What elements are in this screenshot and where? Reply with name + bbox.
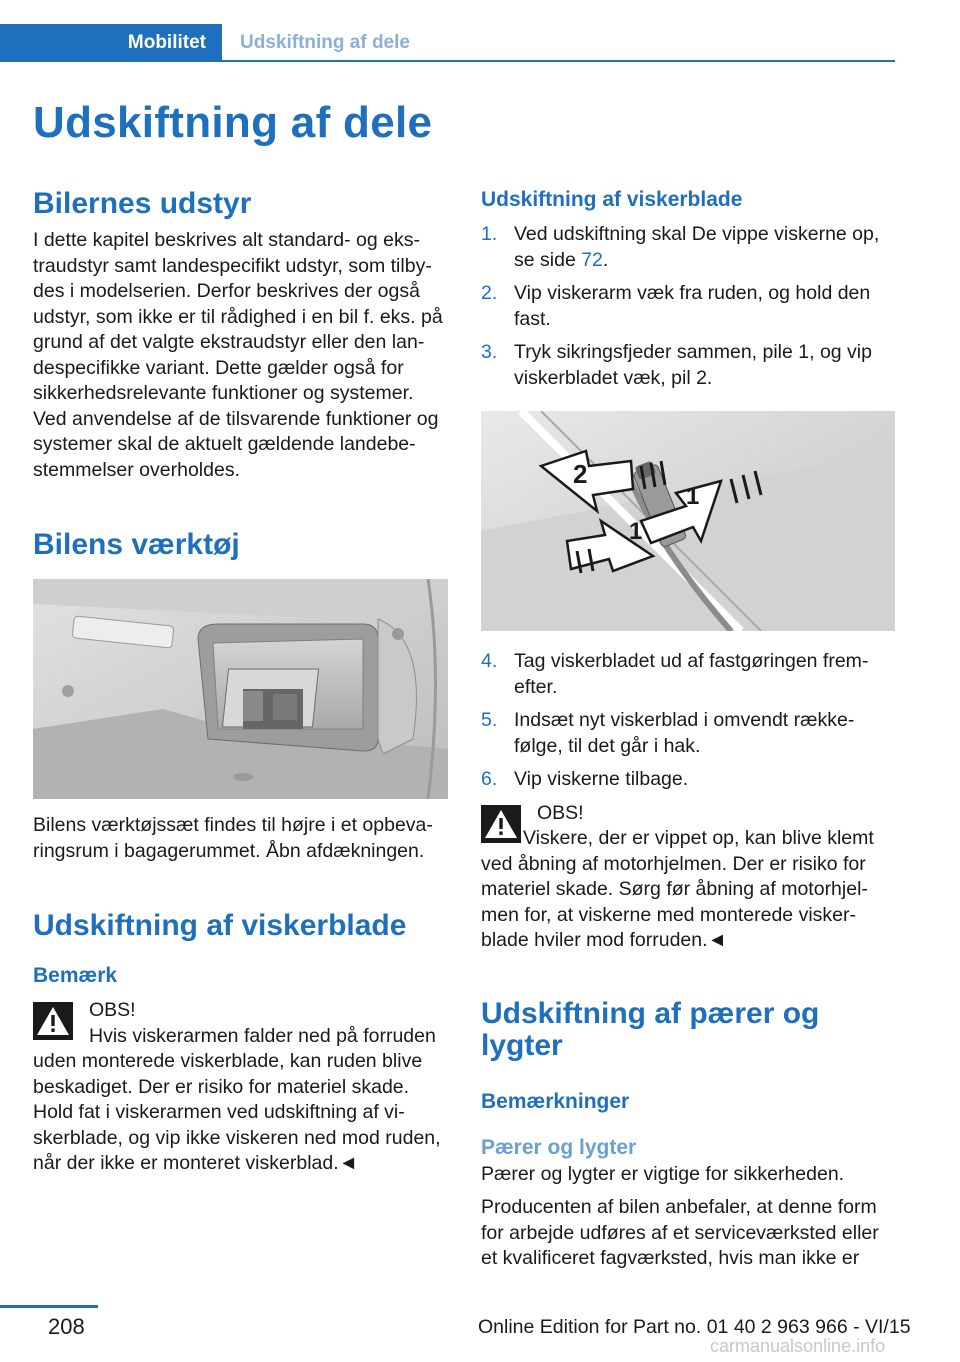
warning-label: OBS!: [89, 999, 136, 1021]
bulbs-subheading: Pærer og lygter: [481, 1135, 637, 1159]
wiper-illustration: [481, 411, 895, 631]
warning-label: OBS!: [537, 801, 584, 824]
warning-triangle-icon: [33, 1002, 73, 1040]
step-text: Vip viskerarm væk fra ruden, og hold den fast.: [514, 282, 871, 330]
warning-text: Viskere, der er vippet op, kan blive klemt ved åbning af motorhjelmen. Der er risiko for materiel skade. Sørg før åbning af motorhjelmen for, at viskerne med monterede viskerblade hviler mod forruden.◄: [481, 827, 874, 951]
step-text-end: .: [602, 248, 609, 271]
step-text: Tag viskerbladet ud af fastgøringen fremefter.: [514, 650, 869, 698]
page-title: Udskiftning af dele: [33, 98, 433, 147]
tools-heading: Bilens værktøj: [33, 528, 240, 561]
steps-list-b: [481, 649, 896, 793]
list-item: [481, 340, 896, 391]
tools-caption: Bilens værktøjssæt findes til højre i et opbevaringsrum i bagagerummet. Åbn afdækningen.: [33, 814, 433, 862]
step-number: 3.: [481, 341, 498, 363]
equipment-heading: Bilernes udstyr: [33, 187, 252, 220]
step-number: 5.: [481, 709, 498, 731]
toolkit-illustration: [33, 579, 448, 799]
figure-label-1b: 1: [629, 518, 643, 545]
equipment-text: I dette kapitel beskrives alt standard- og ekstraudstyr samt landespecifikt udstyr, som tilbydes i modelserien. Derfor beskrives der også udstyr, som ikke er til rådighed i en bil f. eks. på grund af det valgte ekstraudstyr eller den landespecifikke variant. Dette gælder også for sikkerhedsrelevante funktioner og systemer. Ved anvendelse af de tilsvarende funktioner og systemer skal de aktuelt gældende landebestemmelser overholdes.: [33, 229, 443, 481]
list-item: [481, 649, 896, 700]
note-heading: Bemærk: [33, 964, 118, 987]
footer-rule: [0, 1305, 98, 1308]
step-number: 4.: [481, 650, 498, 672]
toolkit-figure: [33, 579, 448, 799]
bulbs-paragraph-2: Producenten af bilen anbefaler, at denne form for arbejde udføres af et serviceværksted eller et kvalificeret fagværksted, hvis man ikke er: [481, 1196, 879, 1269]
list-item: [481, 767, 896, 793]
breadcrumb[interactable]: Udskiftning af dele: [240, 32, 410, 53]
section-tab-mobilitet[interactable]: Mobilitet: [0, 24, 222, 62]
step-text: Vip viskerne tilbage.: [514, 768, 689, 790]
step-text: Tryk sikringsfjeder sammen, pile 1, og vip viskerbladet væk, pil 2.: [514, 341, 872, 389]
warning-box: [481, 801, 896, 954]
figure-label-1a: 1: [686, 483, 700, 510]
edition-text: Online Edition for Part no. 01 40 2 963 966 - VI/15: [478, 1316, 911, 1338]
right-column: [481, 186, 896, 1272]
figure-label-2: 2: [573, 459, 588, 489]
list-item: [481, 708, 896, 759]
page-link[interactable]: 72: [581, 248, 603, 271]
list-item: [481, 222, 896, 273]
steps-list-a: [481, 222, 896, 391]
warning-text: Hvis viskerarmen falder ned på forruden uden monterede viskerblade, kan ruden blive beskadiget. Der er risiko for materiel skade. Hold fat i viskerarmen ved udskiftning af viskerblade, og vip ikke viskeren ned mod ruden, når der ikke er monteret viskerblad.◄: [33, 1024, 441, 1174]
page-number: 208: [48, 1314, 85, 1339]
warning-triangle-icon: [481, 805, 521, 843]
step-number: 1.: [481, 223, 498, 245]
step-text: Ved udskiftning skal De vippe viskerne op, se side: [514, 223, 880, 271]
step-number: 2.: [481, 282, 498, 304]
replace-wiper-heading: Udskiftning af viskerblade: [481, 188, 743, 211]
left-column: [33, 186, 448, 1177]
bulbs-paragraph-1: Pærer og lygter er vigtige for sikkerheden.: [481, 1162, 845, 1185]
step-number: 6.: [481, 768, 498, 790]
header-rule: [222, 60, 895, 62]
watermark: carmanualsonline.info: [710, 1336, 886, 1356]
notes-heading: Bemærkninger: [481, 1089, 630, 1113]
list-item: [481, 281, 896, 332]
wiper-heading: Udskiftning af viskerblade: [33, 909, 407, 942]
wiper-figure: [481, 411, 895, 631]
warning-box: [33, 998, 448, 1177]
bulbs-heading: Udskiftning af pærer og lygter: [481, 996, 820, 1062]
step-text: Indsæt nyt viskerblad i omvendt rækkefølge, til det går i hak.: [514, 709, 855, 757]
